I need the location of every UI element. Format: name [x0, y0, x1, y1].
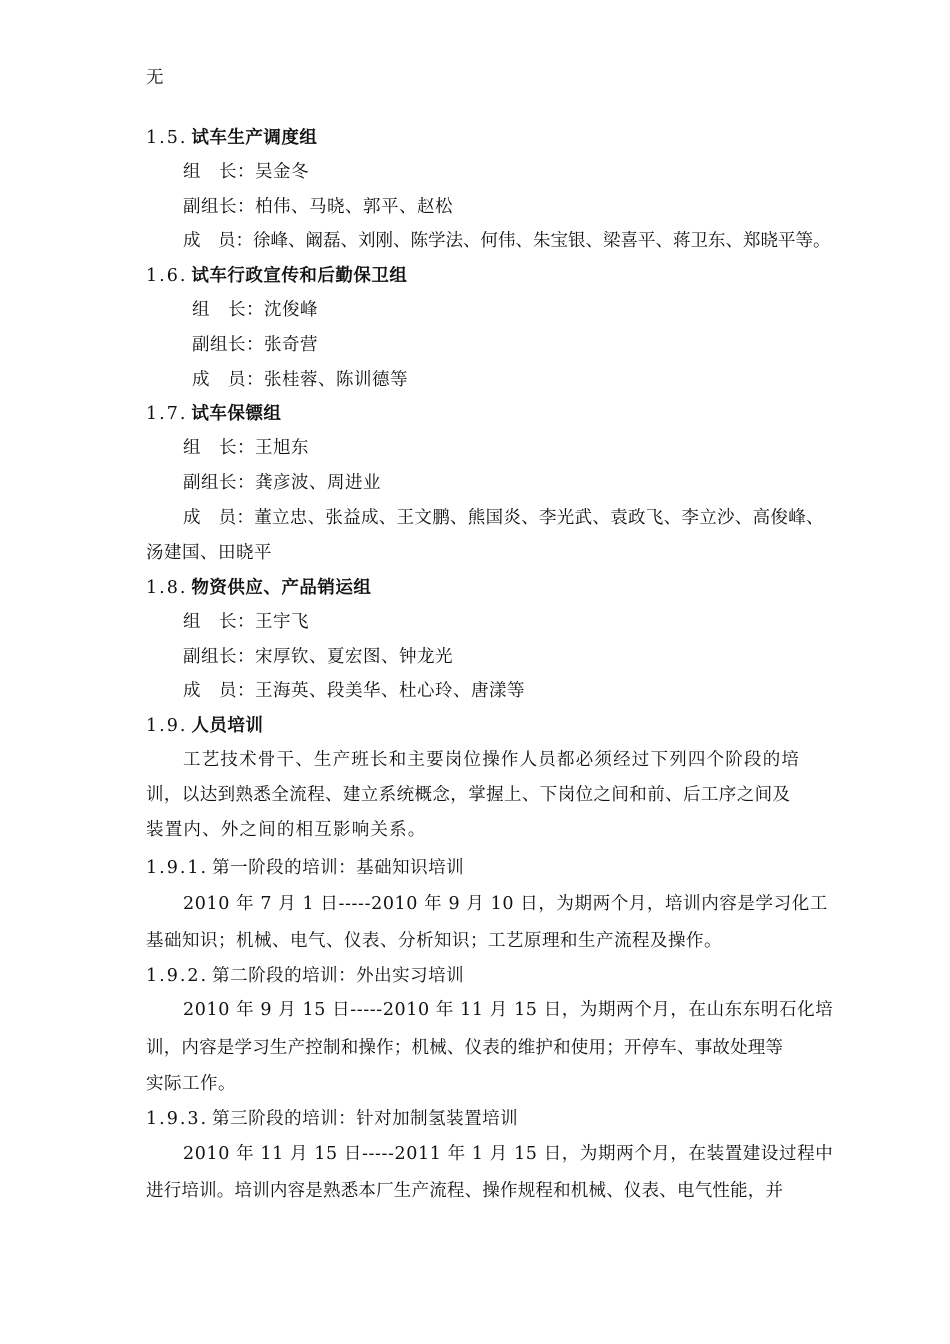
paragraph-line: 训，内容是学习生产控制和操作；机械、仪表的维护和使用；开停车、事故处理等 — [146, 1038, 784, 1058]
members: 成 员：徐峰、阚磊、刘刚、陈学法、何伟、朱宝银、梁喜平、蒋卫东、郑晓平等。 — [183, 231, 831, 251]
top-text: 无 — [146, 68, 164, 88]
paragraph-line: 装置内、外之间的相互影响关系。 — [146, 820, 427, 840]
members: 成 员：董立忠、张益成、王文鹏、熊国炎、李光武、袁政飞、李立沙、高俊峰、 — [183, 508, 824, 528]
section-heading-1-8 — [146, 576, 830, 600]
subsection-heading-1-9-3 — [146, 1107, 830, 1131]
group-leader: 组 长：沈俊峰 — [192, 300, 318, 320]
section-number: 1.9. — [146, 716, 188, 736]
paragraph-line: 工艺技术骨干、生产班长和主要岗位操作人员都必须经过下列四个阶段的培 — [183, 750, 801, 770]
subsection-heading-1-9-1 — [146, 856, 830, 880]
section-title: 人员培训 — [191, 716, 264, 736]
deputy-leader: 副组长：柏伟、马晓、郭平、赵松 — [183, 197, 453, 217]
group-leader: 组 长：吴金冬 — [183, 162, 309, 182]
paragraph-line: 2010 年 9 月 15 日-----2010 年 11 月 15 日，为期两个月，在山东东明石化培 — [183, 1000, 834, 1020]
section-heading-1-9 — [146, 714, 830, 738]
section-title: 试车生产调度组 — [191, 128, 318, 148]
section-title: 第二阶段的培训：外出实习培训 — [212, 966, 465, 986]
section-number: 1.8. — [146, 578, 188, 598]
section-title: 第一阶段的培训：基础知识培训 — [212, 858, 465, 878]
group-leader: 组 长：王旭东 — [183, 438, 309, 458]
deputy-leader: 副组长：张奇营 — [192, 335, 318, 355]
deputy-leader: 副组长：宋厚钦、夏宏图、钟龙光 — [183, 647, 453, 667]
members: 成 员：张桂蓉、陈训德等 — [192, 370, 408, 390]
group-leader: 组 长：王宇飞 — [183, 612, 309, 632]
members: 成 员：王海英、段美华、杜心玲、唐漾等 — [183, 681, 525, 701]
section-title: 试车行政宣传和后勤保卫组 — [191, 266, 408, 286]
section-heading-1-5 — [146, 126, 830, 150]
paragraph-line: 实际工作。 — [146, 1074, 236, 1094]
paragraph-line: 2010 年 7 月 1 日-----2010 年 9 月 10 日，为期两个月，培训内容是学习化工 — [183, 894, 828, 914]
subsection-heading-1-9-2 — [146, 964, 830, 988]
section-number: 1.6. — [146, 266, 188, 286]
paragraph-line: 2010 年 11 月 15 日-----2011 年 1 月 15 日，为期两个月，在装置建设过程中 — [183, 1144, 834, 1164]
paragraph-line: 基础知识；机械、电气、仪表、分析知识；工艺原理和生产流程及操作。 — [146, 931, 722, 951]
section-number: 1.5. — [146, 128, 188, 148]
section-title: 试车保镖组 — [191, 404, 282, 424]
section-number: 1.9.2. — [146, 966, 209, 986]
members-continued: 汤建国、田晓平 — [146, 543, 272, 563]
section-heading-1-6 — [146, 264, 830, 288]
deputy-leader: 副组长：龚彦波、周进业 — [183, 473, 381, 493]
paragraph-line: 进行培训。培训内容是熟悉本厂生产流程、操作规程和机械、仪表、电气性能，并 — [146, 1181, 784, 1201]
section-title: 物资供应、产品销运组 — [191, 578, 372, 598]
section-number: 1.9.3. — [146, 1109, 209, 1129]
section-number: 1.9.1. — [146, 858, 209, 878]
section-number: 1.7. — [146, 404, 188, 424]
section-title: 第三阶段的培训：针对加制氢装置培训 — [212, 1109, 519, 1129]
section-heading-1-7 — [146, 402, 830, 426]
paragraph-line: 训，以达到熟悉全流程、建立系统概念，掌握上、下岗位之间和前、后工序之间及 — [146, 785, 791, 805]
